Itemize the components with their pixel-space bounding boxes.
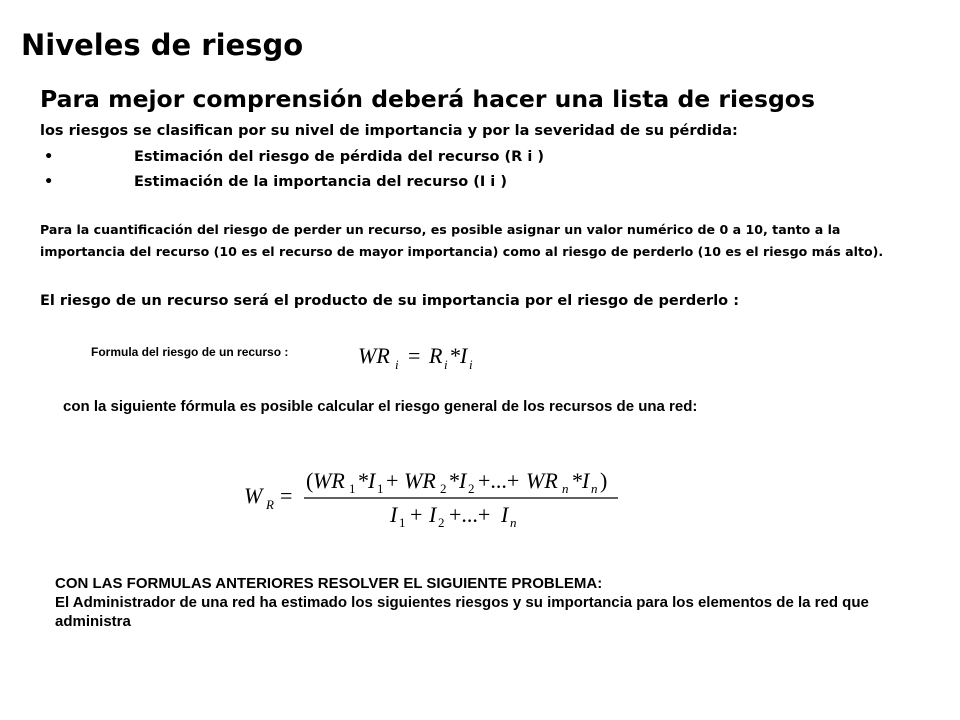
svg-text:2: 2	[440, 481, 447, 496]
svg-text:WR: WR	[526, 468, 558, 493]
svg-text:1: 1	[349, 481, 356, 496]
svg-text:*: *	[450, 343, 461, 368]
bullet-marker: •	[44, 174, 54, 190]
svg-text:=: =	[280, 483, 293, 508]
svg-text:*: *	[449, 468, 460, 493]
svg-text:n: n	[591, 481, 598, 496]
svg-text:*: *	[572, 468, 583, 493]
svg-text:I: I	[460, 343, 468, 368]
svg-text:WR: WR	[404, 468, 436, 493]
svg-text:i: i	[395, 357, 399, 372]
problem-text: El Administrador de una red ha estimado los siguientes riesgos y su importancia para los elementos de la red que administra	[55, 594, 869, 630]
general-risk-formula	[240, 462, 630, 530]
general-formula-statement: con la siguiente fórmula es posible calcular el riesgo general de los recursos de una red:	[63, 398, 698, 415]
subtitle: Para mejor comprensión deberá hacer una lista de riesgos	[40, 85, 815, 113]
svg-text:WR: WR	[358, 343, 390, 368]
svg-text:I: I	[390, 502, 398, 527]
bullet-marker: •	[44, 149, 54, 165]
svg-text:i: i	[469, 357, 473, 372]
svg-text:2: 2	[468, 481, 475, 496]
svg-text:R: R	[266, 497, 274, 512]
svg-text:n: n	[562, 481, 569, 496]
svg-text:1: 1	[399, 515, 406, 530]
svg-text:*: *	[358, 468, 369, 493]
svg-text:n: n	[510, 515, 517, 530]
problem-statement	[55, 574, 915, 631]
svg-text:WR: WR	[313, 468, 345, 493]
problem-heading: CON LAS FORMULAS ANTERIORES RESOLVER EL SIGUIENTE PROBLEMA:	[55, 575, 603, 592]
bullet-text: Estimación del riesgo de pérdida del recurso (R i )	[134, 149, 545, 165]
bullet-text: Estimación de la importancia del recurso (I i )	[134, 174, 507, 190]
quantification-paragraph: Para la cuantificación del riesgo de perder un recurso, es posible asignar un valor numérico de 0 a 10, tanto a la importancia del recurso (10 es el recurso de mayor importancia) como al riesgo de perderlo (10 es el riesgo más alto).	[40, 222, 884, 259]
svg-text:I: I	[582, 468, 590, 493]
intro-text: los riesgos se clasifican por su nivel de importancia y por la severidad de su pérdida:	[40, 123, 738, 139]
svg-text:W: W	[244, 483, 263, 508]
svg-text:I: I	[459, 468, 467, 493]
svg-text:I: I	[368, 468, 376, 493]
svg-text:I: I	[501, 502, 509, 527]
svg-text:R: R	[429, 343, 443, 368]
svg-text:): )	[600, 468, 608, 493]
svg-text:+...+: +...+	[449, 502, 491, 527]
svg-text:+...+: +...+	[478, 468, 520, 493]
svg-text:2: 2	[438, 515, 445, 530]
svg-text:1: 1	[377, 481, 384, 496]
svg-text:I: I	[429, 502, 437, 527]
resource-risk-formula	[356, 336, 486, 376]
formula-label: Formula del riesgo de un recurso :	[91, 345, 289, 359]
page-title: Niveles de riesgo	[21, 28, 304, 62]
product-statement: El riesgo de un recurso será el producto de su importancia por el riesgo de perderlo :	[40, 293, 739, 309]
svg-text:(: (	[306, 468, 314, 493]
svg-text:+: +	[386, 468, 399, 493]
svg-text:=: =	[408, 343, 421, 368]
svg-text:i: i	[444, 357, 448, 372]
svg-text:+: +	[410, 502, 423, 527]
